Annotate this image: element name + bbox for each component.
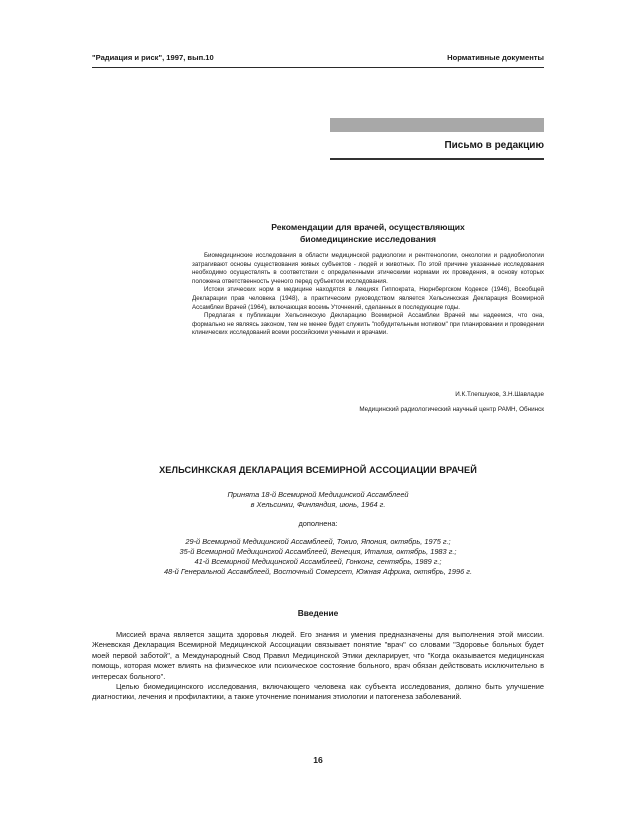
amendment-item: 41-й Всемирной Медицинской Ассамблеей, Гонконг, сентябрь, 1989 г.; xyxy=(194,557,442,566)
introduction-heading: Введение xyxy=(297,608,339,618)
introduction-paragraph: Целью биомедицинского исследования, включающего человека как субъекта исследования, должно быть улучшение диагностики, лечения и профилактики, а также уточнение понимания этиологии и патогенеза заболеваний. xyxy=(92,682,544,702)
letter-paragraph: Биомедицинские исследования в области медицинской радиологии и рентгенологии, онкологии и радиобиологии затрагивают основы существования живых субъектов - людей и животных. По этой причине указанные исследования необходимо осуществлять в соответствии с определенными этическими нормами их проведения, в основу которых положена ответственность ученого перед субъектом исследования. xyxy=(192,252,544,285)
adoption-info xyxy=(92,490,544,510)
letter-title-line: Рекомендации для врачей, осуществляющих xyxy=(271,222,465,232)
declaration-title: ХЕЛЬСИНКСКАЯ ДЕКЛАРАЦИЯ ВСЕМИРНОЙ АССОЦИАЦИИ ВРАЧЕЙ xyxy=(159,465,477,475)
adoption-line: Принята 18-й Всемирной Медицинской Ассамблеей xyxy=(227,490,409,499)
amendment-item: 48-й Генеральной Ассамблеей, Восточный Сомерсет, Южная Африка, октябрь, 1996 г. xyxy=(163,567,473,576)
letter-title-line: биомедицинские исследования xyxy=(300,234,436,244)
section-banner xyxy=(330,118,544,132)
section-title: Письмо в редакцию xyxy=(444,140,544,151)
supplemented-label: дополнена: xyxy=(298,519,338,528)
introduction-paragraph: Миссией врача является защита здоровья людей. Его знания и умения предназначены для выполнения этой миссии. Женевская Декларация Всемирной Медицинской Ассоциации связывает понятие "врач" со словами "Здоровье больных будет моей первой заботой", а Международный Свод Правил Медицинской Этики декларирует, что "Когда оказывается медицинская помощь, которая может влиять на физическое или психическое состояние больного, врач обязан действовать исключительно в интересах больного". xyxy=(92,630,544,681)
letter-title xyxy=(192,221,544,245)
amendment-item: 35-й Всемирной Медицинской Ассамблеей, Венеция, Италия, октябрь, 1983 г.; xyxy=(179,547,457,556)
section-divider xyxy=(330,158,544,160)
letter-authors: И.К.Тлепшуков, З.Н.Шавладзе xyxy=(455,391,544,398)
letter-body xyxy=(192,252,544,338)
letter-paragraph: Истоки этических норм в медицине находятся в лекциях Гиппократа, Нюрнбергском Кодексе (1946), Всеобщей Декларации прав человека (1948), а практическим руководством является Хельсинкская Декларация Всемирной Ассамблеи Врачей (1964), включающая восемь Уточнений, сделанных в последующие годы. xyxy=(192,286,544,311)
amendments-list xyxy=(92,537,544,577)
section-header: Нормативные документы xyxy=(447,53,544,62)
introduction-body xyxy=(92,630,544,703)
adoption-line: в Хельсинки, Финляндия, июнь, 1964 г. xyxy=(250,500,386,509)
amendment-item: 29-й Всемирной Медицинской Ассамблеей, Токио, Япония, октябрь, 1975 г.; xyxy=(185,537,451,546)
header-divider xyxy=(92,67,544,68)
journal-header: "Радиация и риск", 1997, вып.10 xyxy=(92,53,214,62)
page-number: 16 xyxy=(313,755,323,765)
letter-paragraph: Предлагая к публикации Хельсинкскую Декларацию Всемирной Ассамблеи Врачей мы надеемся, что она, формально не являясь законом, тем не менее будет служить "побудительным мотивом" при планировании и проведении клинических исследований всеми российскими учеными и врачами. xyxy=(192,312,544,337)
letter-affiliation: Медицинский радиологический научный центр РАМН, Обнинск xyxy=(359,406,544,413)
